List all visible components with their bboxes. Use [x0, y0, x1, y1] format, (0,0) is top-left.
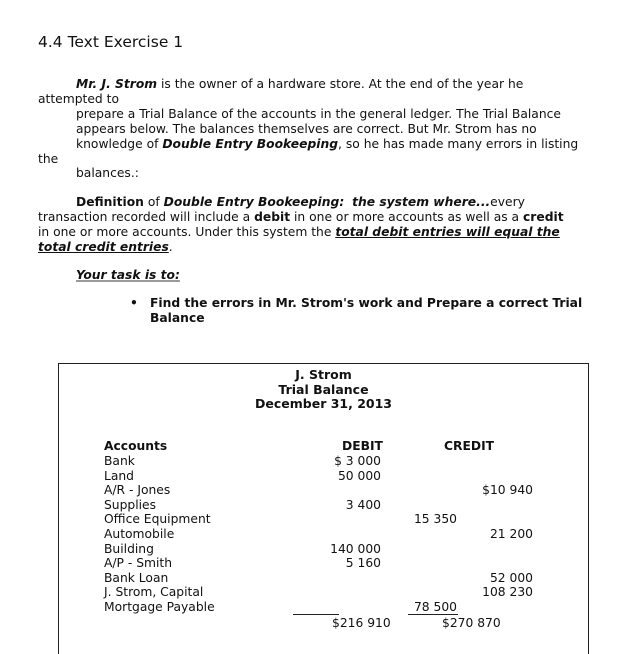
definition-label: Definition — [76, 195, 144, 209]
definition-line-1 — [76, 195, 525, 210]
definition-line-3 — [38, 225, 560, 240]
debit-amount: 50 000 — [337, 468, 381, 483]
intro-text-1: is the owner of a hardware store. At the end of the year he — [157, 77, 524, 91]
credit-total-rule — [408, 614, 458, 615]
task-label-text: Your task is to: — [76, 268, 180, 282]
section-title: 4.4 Text Exercise 1 — [38, 33, 184, 51]
debit-word: debit — [254, 210, 291, 224]
definition-tail-1: every — [490, 195, 525, 209]
debit-total-rule — [293, 614, 339, 615]
intro-line-2: attempted to — [38, 92, 119, 106]
credit-word: credit — [523, 210, 564, 224]
debit-amount: 5 160 — [345, 556, 381, 571]
tb-date: December 31, 2013 — [255, 396, 392, 411]
intro-line-4: appears below. The balances themselves are correct. But Mr. Strom has no — [76, 122, 537, 136]
account-name: Automobile — [104, 527, 175, 541]
definition-line-4 — [38, 240, 173, 255]
owner-name: Mr. J. Strom — [76, 77, 158, 91]
credit-amount: 21 200 — [489, 527, 533, 541]
definition-of: of — [143, 195, 164, 209]
definition-text-3a: in one or more accounts. Under this system the — [38, 225, 336, 239]
account-name: J. Strom, Capital — [104, 585, 204, 600]
col-header-credit: CREDIT — [444, 439, 495, 453]
definition-tail-4: . — [168, 240, 173, 254]
intro-line-7: balances.: — [76, 166, 139, 180]
intro-term: Double Entry Bookeeping — [162, 137, 339, 151]
credit-amount: 108 230 — [482, 585, 533, 600]
account-name: Supplies — [104, 497, 157, 512]
account-name: Land — [104, 468, 134, 483]
rule-emphasis-2: total credit entries — [38, 240, 169, 254]
col-header-debit: DEBIT — [342, 439, 383, 453]
intro-text-5a: knowledge of — [76, 137, 163, 151]
intro-text-5b: , so he has made many errors in listing — [338, 137, 579, 151]
definition-text-2a: transaction recorded will include a — [38, 210, 255, 224]
intro-line-5 — [76, 137, 578, 152]
col-header-accounts: Accounts — [104, 439, 168, 453]
credit-amount: 52 000 — [489, 570, 533, 585]
definition-text-2b: in one or more accounts as well as a — [290, 210, 523, 224]
total-credit: $270 870 — [442, 616, 501, 630]
task-label — [76, 268, 180, 283]
definition-line-2 — [38, 210, 564, 225]
account-name: A/P - Smith — [104, 556, 173, 571]
definition-term: Double Entry Bookeeping: — [163, 195, 345, 209]
total-debit: $216 910 — [332, 616, 391, 630]
task-line-2: Balance — [150, 311, 205, 325]
account-name: A/R - Jones — [104, 483, 171, 498]
debit-amount: 140 000 — [330, 541, 381, 556]
tb-title: Trial Balance — [278, 382, 369, 397]
rule-emphasis-1: total debit entries will equal the — [335, 225, 560, 239]
intro-line-1 — [38, 77, 523, 92]
intro-line-3: prepare a Trial Balance of the accounts in the general ledger. The Trial Balance — [76, 107, 561, 121]
debit-amount: 3 400 — [345, 497, 381, 512]
credit-amount: $10 940 — [482, 483, 533, 498]
account-name: Bank — [104, 454, 135, 468]
intro-line-6: the — [38, 152, 59, 166]
bullet-icon: • — [130, 296, 138, 310]
misplaced-amount: 78 500 — [413, 600, 457, 614]
misplaced-amount: 15 350 — [413, 512, 457, 527]
tb-company: J. Strom — [295, 367, 352, 382]
account-name: Building — [104, 541, 154, 556]
account-name: Bank Loan — [104, 570, 169, 585]
account-name: Mortgage Payable — [104, 600, 215, 614]
account-name: Office Equipment — [104, 512, 211, 527]
task-line-1: Find the errors in Mr. Strom's work and Prepare a correct Trial — [150, 296, 583, 310]
definition-phrase: the system where... — [352, 195, 491, 209]
debit-amount: $ 3 000 — [334, 454, 381, 468]
